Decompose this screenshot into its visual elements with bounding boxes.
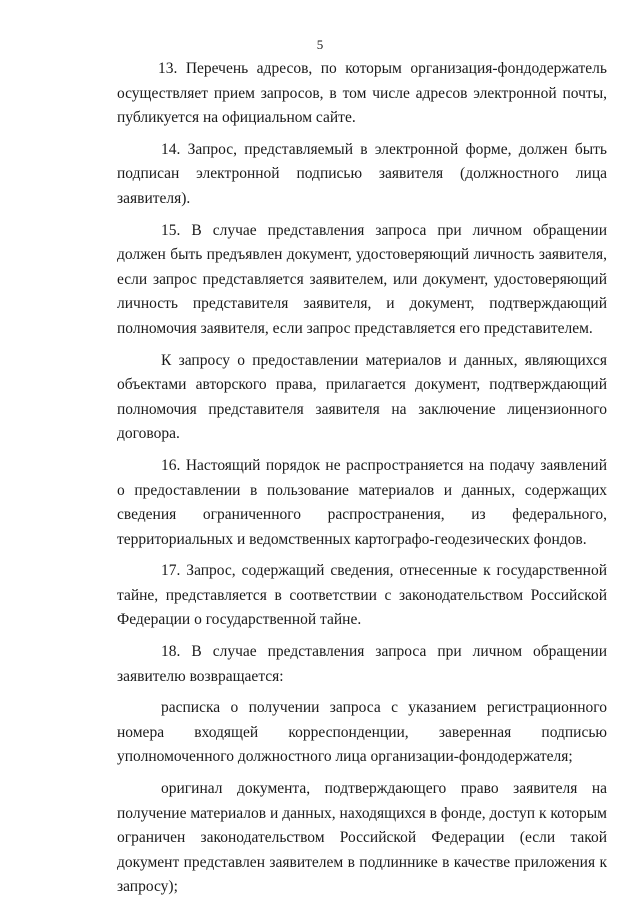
page-number: 5 (316, 37, 324, 52)
list-item-receipt: расписка о получении запроса с указанием регистрационного номера входящей корреспонденции, заверенная подписью уполномоченного должностного лица организации-фондодержателя; (117, 699, 607, 766)
paragraph-16: 16. Настоящий порядок не распространяется на подачу заявлений о предоставлении в пользование материалов и данных, содержащих сведения ограниченного распространения, из федерального, территориальных и ведомственных картографо-геодезических фондов. (117, 456, 607, 548)
paragraph-17: 17. Запрос, содержащий сведения, отнесенные к государственной тайне, представляется в соответствии с законодательством Российской Федерации о государственной тайне. (117, 562, 607, 629)
list-item-original-document: оригинал документа, подтверждающего право заявителя на получение материалов и данных, находящихся в фонде, доступ к которым ограничен законодательством Российской Федерации (если такой документ представлен заявителем в подлиннике в качестве приложения к запросу); (117, 780, 607, 896)
paragraph-14: 14. Запрос, представляемый в электронной форме, должен быть подписан электронной подписью заявителя (должностного лица заявителя). (117, 140, 607, 207)
paragraph-18: 18. В случае представления запроса при личном обращении заявителю возвращается: (117, 643, 607, 685)
document-body (117, 57, 607, 907)
paragraph-copyright-attachment: К запросу о предоставлении материалов и данных, являющихся объектами авторского права, прилагается документ, подтверждающий полномочия представителя заявителя на заключение лицензионного договора. (117, 351, 607, 443)
paragraph-15: 15. В случае представления запроса при личном обращении должен быть предъявлен документ, удостоверяющий личность заявителя, если запрос представляется заявителем, или документ, удостоверяющий личность представителя заявителя, и документ, подтверждающий полномочия заявителя, если запрос представляется его представителем. (117, 221, 607, 337)
paragraph-13: 13. Перечень адресов, по которым организация-фондодержатель осуществляет прием запросов, в том числе адресов электронной почты, публикуется на официальном сайте. (117, 60, 607, 127)
